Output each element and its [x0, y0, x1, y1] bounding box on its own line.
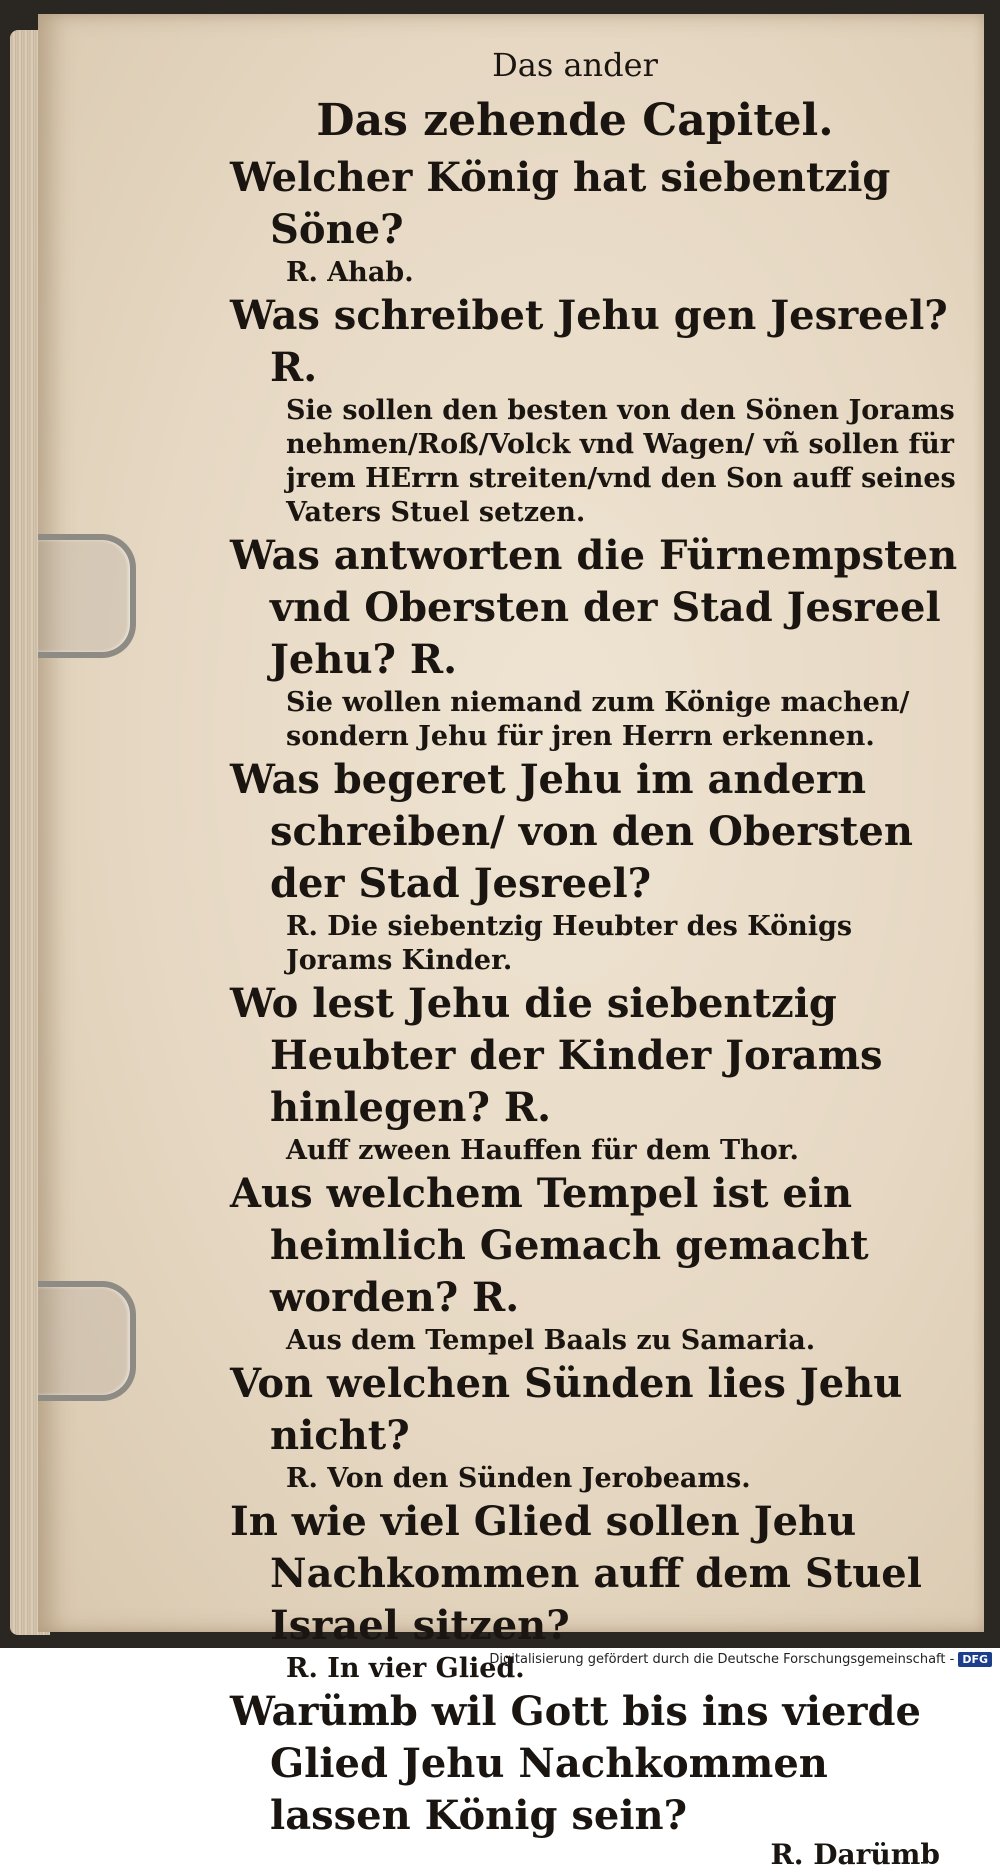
question: Was antworten die Fürnempsten vnd Obersten der Stad Jesreel Jehu? R. — [230, 532, 958, 683]
question: Was begeret Jehu im andern schreiben/ von den Obersten der Stad Jesreel? — [230, 756, 913, 907]
running-head: Das ander — [492, 46, 658, 84]
question: Welcher König hat siebentzig Söne? — [230, 154, 891, 253]
answer: Aus dem Tempel Baals zu Samaria. — [286, 1325, 816, 1356]
answer: Sie wollen niemand zum Könige machen/ sondern Jehu für jren Herrn erkennen. — [286, 687, 910, 752]
entry — [230, 1686, 960, 1842]
entry — [230, 1168, 960, 1358]
page-clip-top — [38, 534, 136, 658]
answer: Auff zween Hauffen für dem Thor. — [286, 1135, 799, 1166]
page-clip-bottom — [38, 1281, 136, 1401]
answer: R. Ahab. — [286, 257, 414, 288]
entry — [230, 530, 960, 754]
chapter-title: Das zehende Capitel. — [316, 95, 834, 146]
answer: R. Die siebentzig Heubter des Königs Jorams Kinder. — [286, 911, 853, 976]
entry — [230, 754, 960, 978]
entry — [230, 1358, 960, 1496]
question: Wo lest Jehu die siebentzig Heubter der Kinder Jorams hinlegen? R. — [230, 980, 883, 1131]
entry — [230, 978, 960, 1168]
entry — [230, 290, 960, 530]
answer: Sie sollen den besten von den Sönen Jorams nehmen/Roß/Volck vnd Wagen/ vñ sollen für jrem HErrn streiten/vnd den Son auff seines Vaters Stuel setzen. — [286, 395, 956, 528]
catchword: R. Darümb — [770, 1838, 940, 1871]
question: Von welchen Sünden lies Jehu nicht? — [230, 1360, 903, 1459]
answer: R. Von den Sünden Jerobeams. — [286, 1463, 751, 1494]
page-text — [230, 40, 960, 1872]
footer-credit: Digitalisierung gefördert durch die Deutsche Forschungsgemeinschaft - — [489, 1651, 955, 1667]
footer — [489, 1648, 992, 1670]
question: Aus welchem Tempel ist ein heimlich Gemach gemacht worden? R. — [230, 1170, 869, 1321]
answer: R. In vier Glied. — [286, 1653, 525, 1684]
dfg-logo: DFG — [958, 1652, 992, 1667]
question: Warümb wil Gott bis ins vierde Glied Jehu Nachkommen lassen König sein? — [230, 1688, 921, 1839]
question: Was schreibet Jehu gen Jesreel? R. — [230, 292, 948, 391]
entry — [230, 152, 960, 290]
question: In wie viel Glied sollen Jehu Nachkommen auff dem Stuel Israel sitzen? — [230, 1498, 922, 1649]
